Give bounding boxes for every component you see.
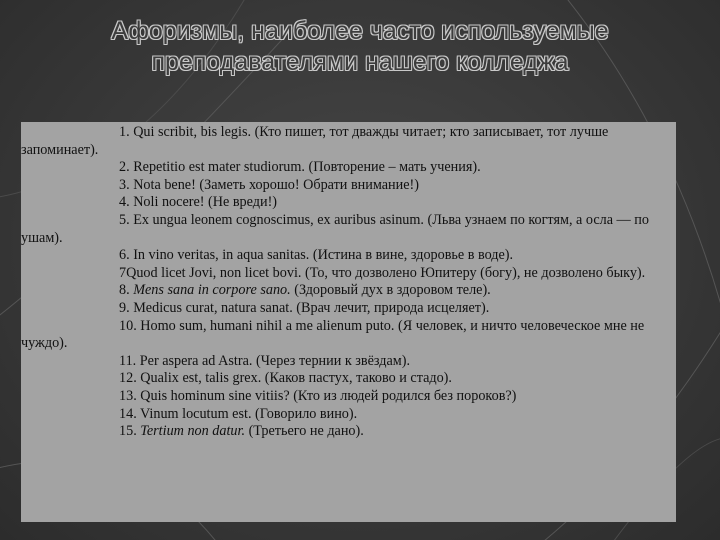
aphorism-translation: (То, что дозволено Юпитеру (богу), не дозволено быку). (305, 264, 646, 281)
aphorism-item (21, 388, 676, 406)
aphorism-latin: Repetitio est mater studiorum. (133, 159, 305, 176)
aphorism-item (21, 282, 676, 300)
title-line-1: Афоризмы, наиболее часто используемые (111, 17, 609, 45)
aphorism-item (21, 318, 676, 353)
aphorism-number: 12. (119, 370, 137, 387)
aphorism-translation: (Здоровый дух в здоровом теле). (294, 282, 491, 299)
aphorism-translation: (Льва узнаем по когтям, а осла — по ушам). (21, 211, 649, 246)
aphorism-item (21, 300, 676, 318)
aphorism-latin: Qualix est, talis grex. (140, 370, 262, 387)
aphorism-latin: Noli nocere! (133, 194, 205, 211)
aphorism-item (21, 370, 676, 388)
aphorism-item (21, 247, 676, 265)
aphorism-latin: Tertium non datur. (140, 423, 246, 440)
aphorism-item (21, 423, 676, 441)
page-title (40, 16, 680, 78)
aphorism-translation: (Истина в вине, здоровье в воде). (312, 247, 514, 264)
title-line-2: преподавателями нашего колледжа (151, 48, 569, 76)
aphorism-latin: Mens sana in corpore sano. (133, 282, 291, 299)
aphorism-translation: (Я человек, и ничто человеческое мне не чуждо). (21, 317, 645, 352)
aphorism-number: 1. (119, 124, 130, 140)
aphorism-number: 6. (119, 247, 130, 264)
aphorism-item (21, 212, 676, 247)
aphorisms-list (21, 122, 676, 522)
aphorism-number: 14. (119, 405, 137, 422)
aphorism-item (21, 124, 676, 159)
aphorism-number: 11. (119, 352, 137, 369)
aphorism-latin: Per aspera ad Astra. (139, 352, 253, 369)
aphorism-number: 9. (119, 299, 130, 316)
aphorism-latin: Qui scribit, bis legis. (133, 124, 252, 140)
aphorism-translation: (Через тернии к звёздам). (255, 352, 411, 369)
aphorism-latin: Quis hominum sine vitiis? (140, 387, 290, 404)
aphorism-item (21, 194, 676, 212)
aphorism-number: 5. (119, 211, 130, 228)
aphorism-latin: Nota bene! (133, 176, 196, 193)
aphorism-latin: Homo sum, humani nihil a me alienum puto. (140, 317, 395, 334)
aphorism-translation: (Повторение – мать учения). (308, 159, 481, 176)
aphorism-number: 10. (119, 317, 137, 334)
aphorism-translation: (Не вреди!) (208, 194, 278, 211)
aphorism-item (21, 159, 676, 177)
aphorism-latin: In vino veritas, in aqua sanitas. (133, 247, 310, 264)
aphorism-latin: Vinum locutum est. (140, 405, 252, 422)
aphorism-translation: (Говорило вино). (255, 405, 358, 422)
aphorism-translation: (Кто пишет, тот дважды читает; кто записывает, тот лучше запоминает). (21, 124, 609, 158)
aphorism-translation: (Врач лечит, природа исцеляет). (296, 299, 490, 316)
aphorism-number: 15. (119, 423, 137, 440)
aphorism-translation: (Заметь хорошо! Обрати внимание!) (199, 176, 419, 193)
aphorism-translation: (Третьего не дано). (248, 423, 364, 440)
aphorism-translation: (Кто из людей родился без пороков?) (293, 387, 517, 404)
aphorism-translation: (Каков пастух, таково и стадо). (264, 370, 452, 387)
aphorism-item (21, 265, 676, 283)
aphorism-item (21, 177, 676, 195)
aphorism-item (21, 353, 676, 371)
aphorism-item (21, 406, 676, 424)
aphorism-number: 7 (119, 264, 127, 281)
aphorism-latin: Quod licet Jovi, non licet bovi. (126, 264, 302, 281)
aphorism-number: 13. (119, 387, 137, 404)
aphorism-latin: Medicus curat, natura sanat. (133, 299, 293, 316)
aphorism-number: 2. (119, 159, 130, 176)
aphorism-number: 3. (119, 176, 130, 193)
aphorism-number: 8. (119, 282, 130, 299)
aphorism-latin: Ex ungua leonem cognoscimus, ex auribus asinum. (133, 211, 424, 228)
aphorism-number: 4. (119, 194, 130, 211)
